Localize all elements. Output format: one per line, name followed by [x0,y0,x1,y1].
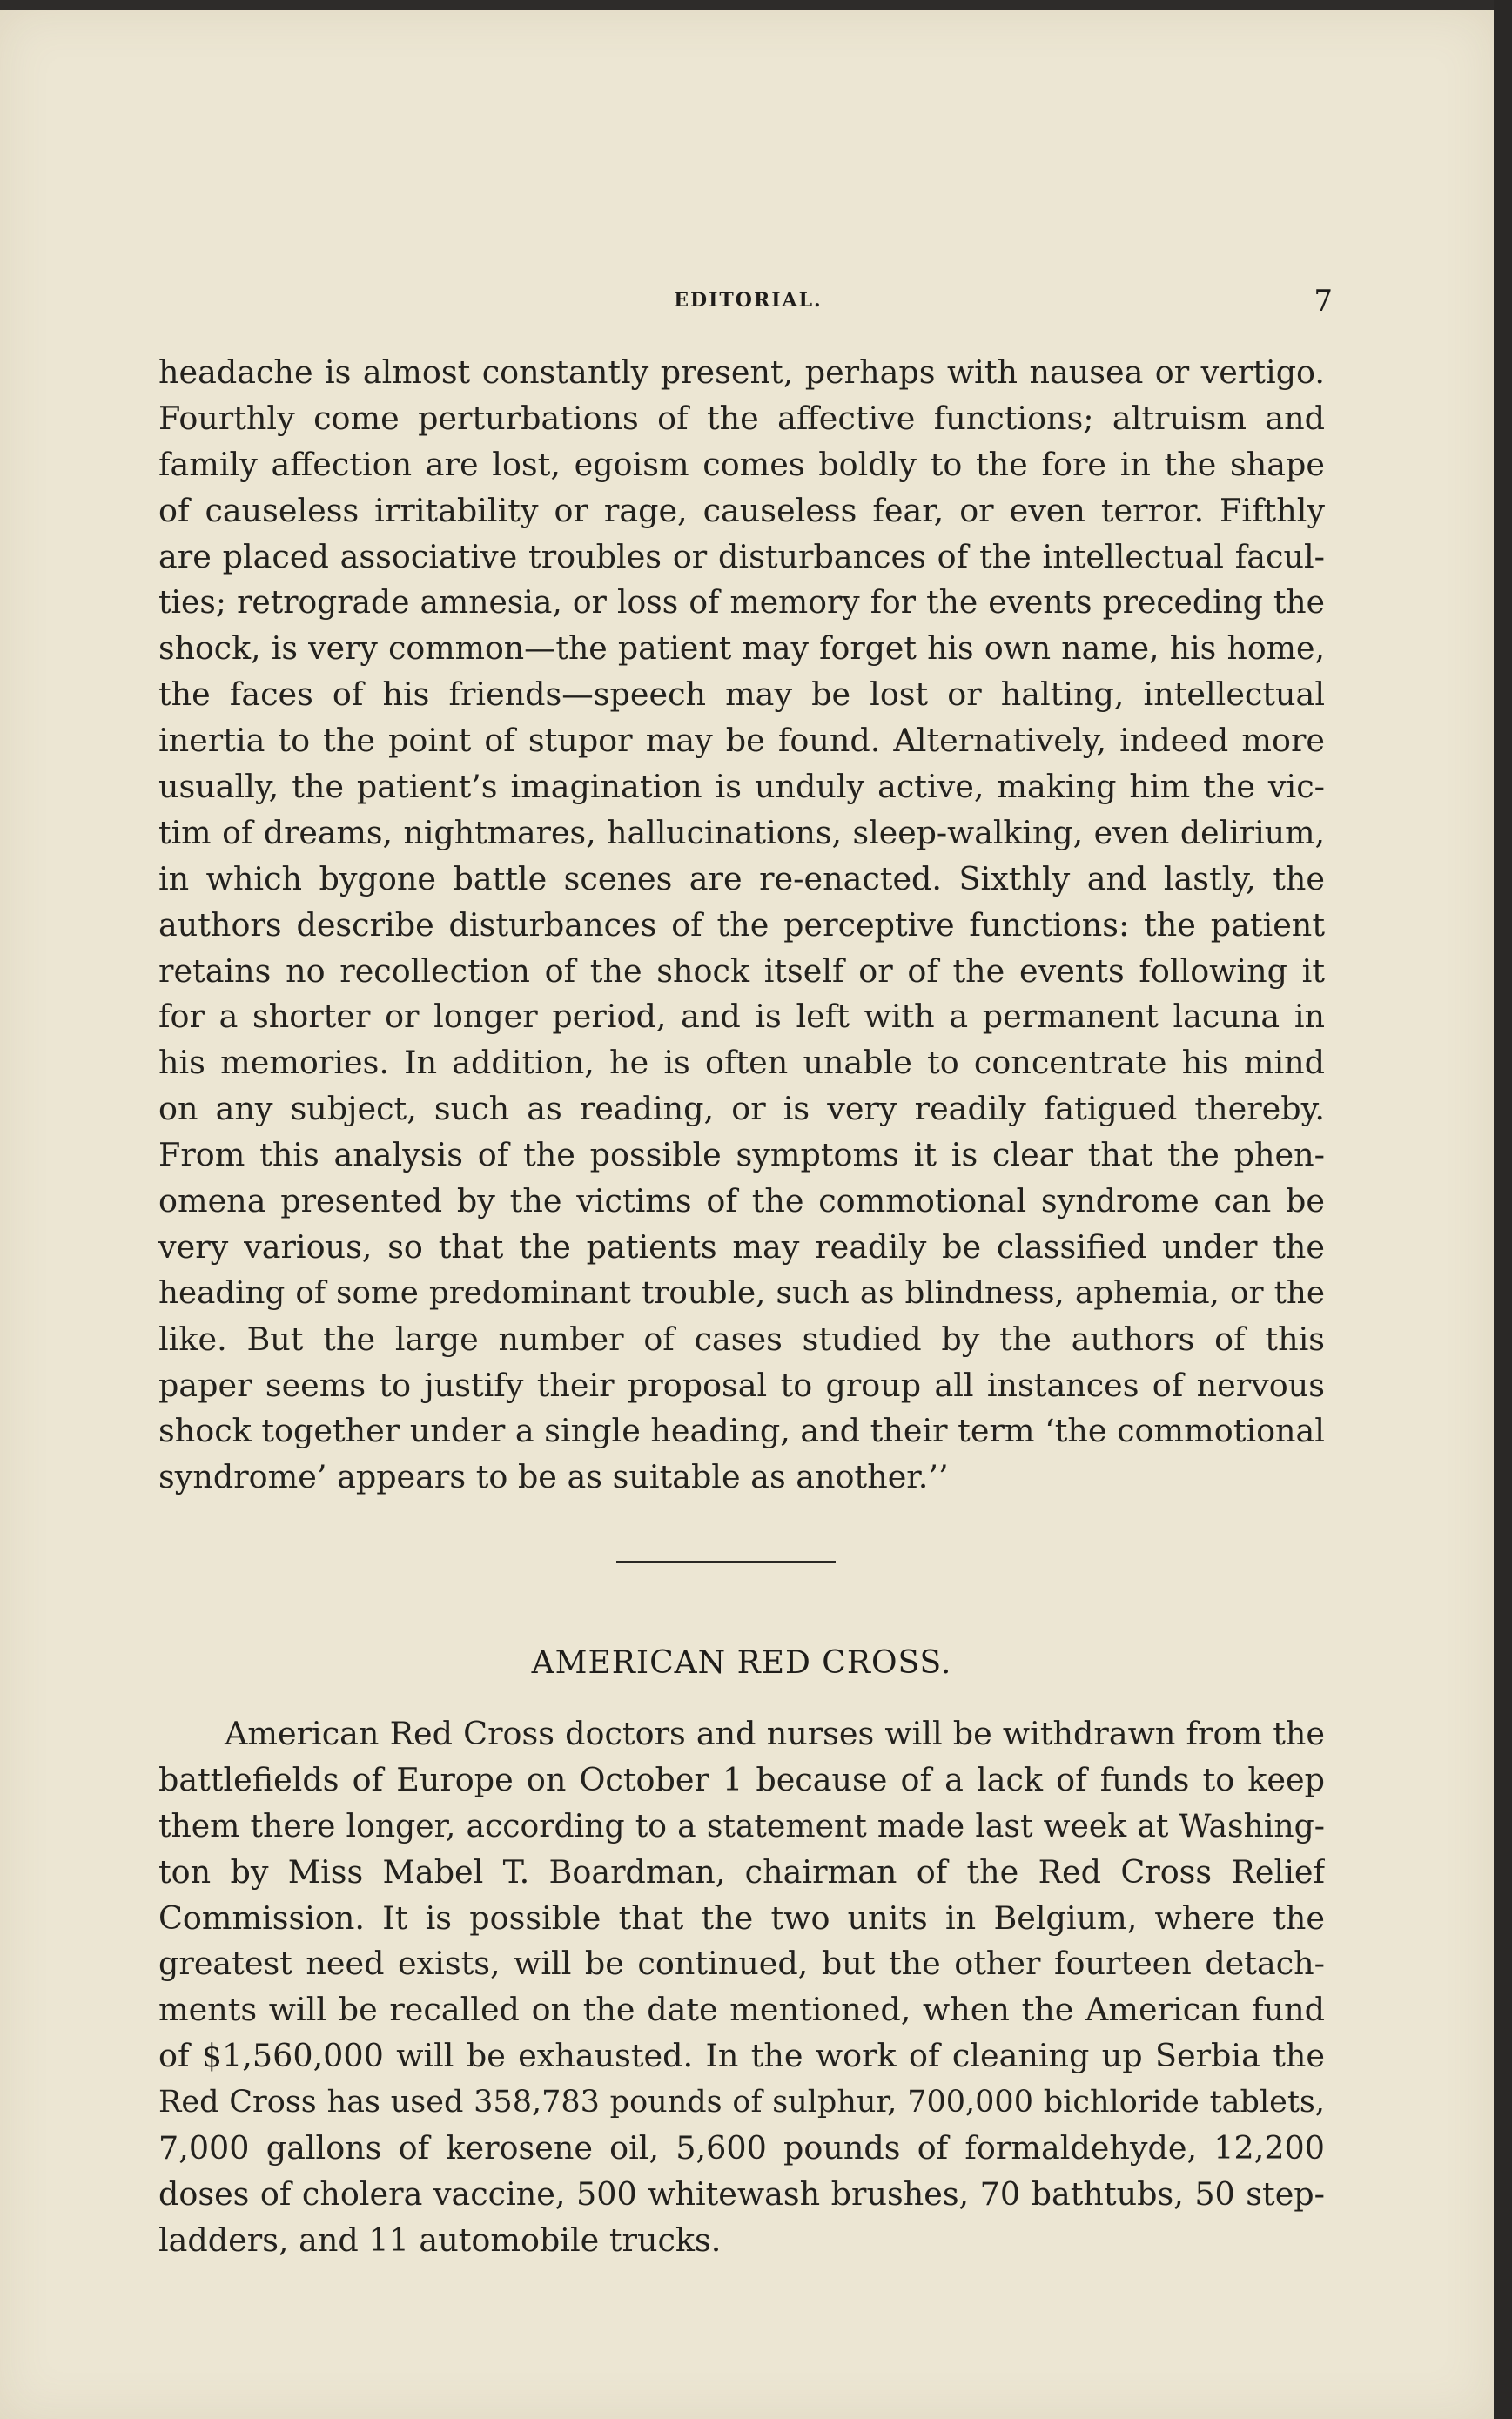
text-line: 7,000 gallons of kerosene oil, 5,600 pounds of formaldehyde, 12,200 [158,2129,1325,2167]
paragraph-commotional-syndrome [158,350,1325,1501]
text-line: omena presented by the victims of the commotional syndrome can be [158,1182,1325,1220]
text-line: them there longer, according to a statement made last week at Washing- [158,1806,1325,1844]
text-line: family affection are lost, egoism comes boldly to the fore in the shape [158,445,1325,483]
page-number: 7 [1314,284,1333,319]
text-line: ton by Miss Mabel T. Boardman, chairman of the Red Cross Relief [158,1852,1325,1891]
text-line: the faces of his friends—speech may be lost or halting, intellectual [158,675,1325,714]
text-line: in which bygone battle scenes are re-enacted. Sixthly and lastly, the [158,859,1325,897]
text-line: greatest need exists, will be continued, but the other fourteen detach- [158,1945,1325,1983]
text-line: American Red Cross doctors and nurses will be withdrawn from the [225,1715,1325,1752]
text-line: of $1,560,000 will be exhausted. In the work of cleaning up Serbia the [158,2037,1325,2075]
text-line: on any subject, such as reading, or is very readily fatigued thereby. [158,1090,1325,1128]
text-line: battlefields of Europe on October 1 because of a lack of funds to keep [158,1760,1325,1798]
text-line: usually, the patient’s imagination is unduly active, making him the vic- [158,768,1325,806]
text-line: ments will be recalled on the date mentioned, when the American fund [158,1991,1325,2029]
paragraph-red-cross [158,1711,1325,2264]
page-header [158,284,1338,327]
text-line: doses of cholera vaccine, 500 whitewash brushes, 70 bathtubs, 50 step- [158,2174,1325,2213]
text-line: his memories. In addition, he is often unable to concentrate his mind [158,1044,1325,1082]
text-line: very various, so that the patients may readily be classified under the [158,1227,1325,1266]
text-line: Fourthly come perturbations of the affective functions; altruism and [158,399,1325,437]
section-title: AMERICAN RED CROSS. [531,1645,952,1681]
section-divider [616,1561,836,1563]
text-line: Commission. It is possible that the two units in Belgium, where the [158,1898,1325,1937]
text-line: tim of dreams, nightmares, hallucinations, sleep-walking, even delirium, [158,813,1325,851]
text-line: shock together under a single heading, and their term ‘the commotional [158,1412,1325,1450]
text-line: Red Cross has used 358,783 pounds of sulphur, 700,000 bichloride tablets, [158,2085,1325,2120]
text-line: From this analysis of the possible symptoms it is clear that the phen- [158,1136,1325,1174]
text-line: authors describe disturbances of the perceptive functions: the patient [158,905,1325,944]
text-line: retains no recollection of the shock itself or of the events following it [158,951,1325,990]
text-line: ties; retrograde amnesia, or loss of memory for the events preceding the [158,584,1325,622]
text-line: paper seems to justify their proposal to group all instances of nervous [158,1366,1325,1404]
text-line: are placed associative troubles or disturbances of the intellectual facul- [158,537,1325,575]
text-line: headache is almost constantly present, perhaps with nausea or vertigo. [158,353,1325,391]
text-line: for a shorter or longer period, and is left with a permanent lacuna in [158,998,1325,1036]
text-line: like. But the large number of cases studied by the authors of this [158,1320,1325,1358]
text-line: inertia to the point of stupor may be found. Alternatively, indeed more [158,722,1325,760]
text-line: shock, is very common—the patient may forget his own name, his home, [158,629,1325,668]
text-line: heading of some predominant trouble, such as blindness, aphemia, or the [158,1274,1325,1311]
scan-edge [1494,0,1512,2419]
running-head: EDITORIAL. [674,289,823,312]
text-line: syndrome’ appears to be as suitable as another.’’ [158,1458,949,1496]
text-line: of causeless irritability or rage, causeless fear, or even terror. Fifthly [158,491,1325,529]
text-line: ladders, and 11 automobile trucks. [158,2221,722,2259]
